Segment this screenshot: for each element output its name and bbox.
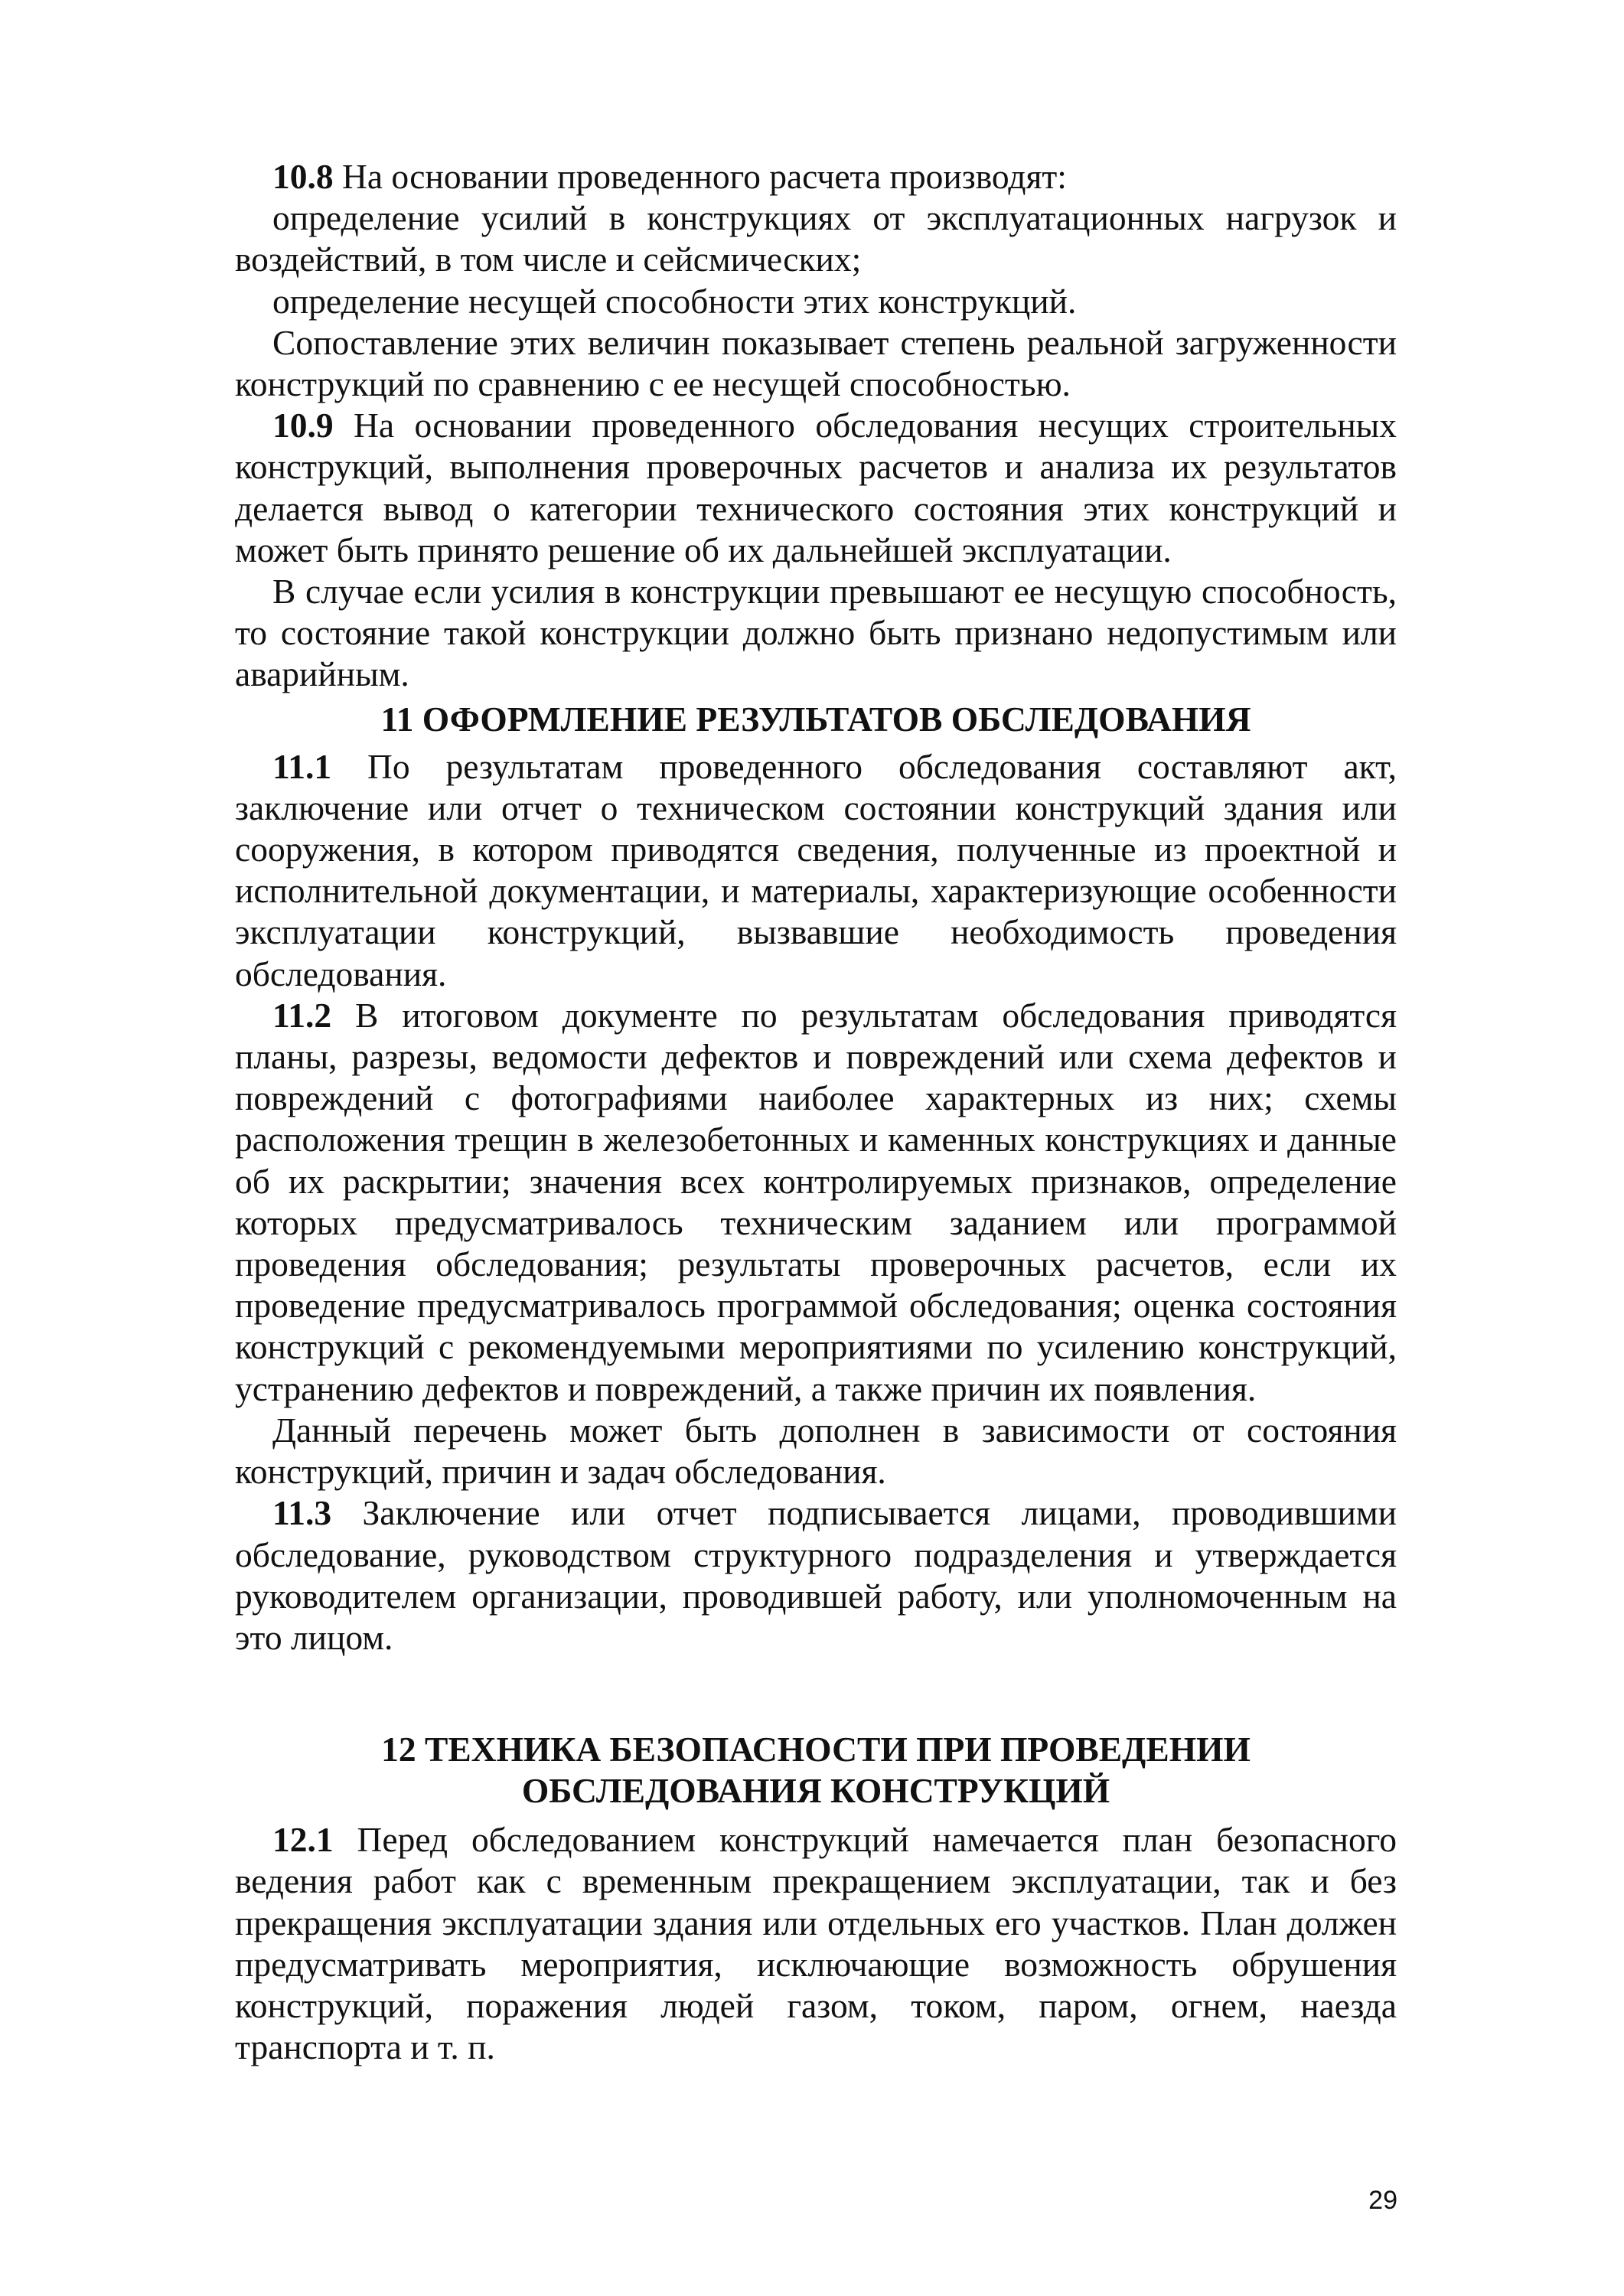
section-12-heading: [235, 1729, 1397, 1812]
clause-text: В итоговом документе по результатам обследования приводятся планы, разрезы, ведомости дефектов и повреждений или схема дефектов и повреждений с фотографиями наиболее характерных из них; схемы расположения трещин в железобетонных и каменных конструкциях и данные об их раскрытии; значения всех контролируемых признаков, определение которых предусматривалось техническим заданием или программой проведения обследования; результаты проверочных расчетов, если их проведение предусматривалось программой обследования; оценка состояния конструкций с рекомендуемыми мероприятиями по усилению конструкций, устранению дефектов и повреждений, а также причин их появления.: [235, 995, 1397, 1408]
paragraph-12-1: [235, 1819, 1397, 2068]
clause-number: 10.8: [272, 157, 334, 196]
paragraph-11-2: [235, 995, 1397, 1410]
clause-text: Заключение или отчет подписывается лицами, проводившими обследование, руководством структурного подразделения и утверждается руководителем организации, проводившей работу, или уполномоченным на это лицом.: [235, 1493, 1397, 1657]
clause-number: 11.1: [272, 746, 332, 786]
paragraph-11-1: [235, 746, 1397, 995]
paragraph-11-2-note: Данный перечень может быть дополнен в зависимости от состояния конструкций, причин и задач обследования.: [235, 1410, 1397, 1492]
clause-text: Перед обследованием конструкций намечается план безопасного ведения работ как с временным прекращением эксплуатации, так и без прекращения эксплуатации здания или отдельных его участков. План должен предусматривать мероприятия, исключающие возможность обрушения конструкций, поражения людей газом, током, паром, огнем, наезда транспорта и т. п.: [235, 1820, 1397, 2067]
section-11-heading: 11 ОФОРМЛЕНИЕ РЕЗУЛЬТАТОВ ОБСЛЕДОВАНИЯ: [380, 699, 1251, 739]
clause-number: 12.1: [272, 1820, 334, 1860]
paragraph-10-9: [235, 405, 1397, 571]
page-number: 29: [1368, 2186, 1397, 2215]
paragraph-10-9-note: В случае если усилия в конструкции превышают ее несущую способность, то состояние такой конструкции должно быть признано недопустимым или аварийным.: [235, 572, 1397, 694]
clause-text: По результатам проведенного обследования составляют акт, заключение или отчет о техническом состоянии конструкций здания или сооружения, в котором приводятся сведения, полученные из проектной и исполнительной документации, и материалы, характеризующие особенности эксплуатации конструкций, вызвавшие необходимость проведения обследования.: [235, 746, 1397, 993]
paragraph-10-8-item-1: определение усилий в конструкциях от эксплуатационных нагрузок и воздействий, в том числе и сейсмических;: [235, 198, 1397, 279]
clause-number: 11.3: [272, 1493, 332, 1533]
paragraph-10-8-note: Сопоставление этих величин показывает степень реальной загруженности конструкций по сравнению с ее несущей способностью.: [235, 322, 1397, 404]
clause-text: На основании проведенного расчета производят:: [333, 157, 1067, 196]
paragraph-11-3: [235, 1492, 1397, 1658]
clause-number: 11.2: [272, 995, 332, 1035]
section-12-heading-line-2: ОБСЛЕДОВАНИЯ КОНСТРУКЦИЙ: [521, 1771, 1110, 1811]
section-12-heading-line-1: 12 ТЕХНИКА БЕЗОПАСНОСТИ ПРИ ПРОВЕДЕНИИ: [381, 1730, 1251, 1769]
paragraph-10-8-item-2: определение несущей способности этих конструкций.: [272, 281, 1077, 321]
document-page: [235, 156, 1397, 2068]
clause-text: На основании проведенного обследования несущих строительных конструкций, выполнения проверочных расчетов и анализа их результатов делается вывод о категории технического состояния этих конструкций и может быть принято решение об их дальнейшей эксплуатации.: [235, 406, 1397, 569]
clause-number: 10.9: [272, 406, 334, 445]
paragraph-10-8: [235, 156, 1397, 197]
